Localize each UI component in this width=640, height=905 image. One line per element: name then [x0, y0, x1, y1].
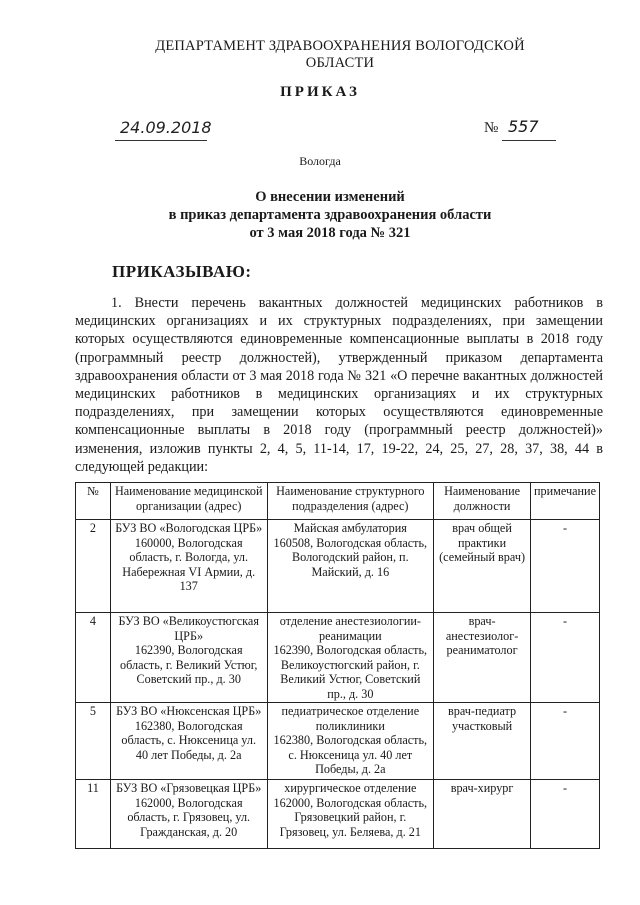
row-org: БУЗ ВО «Грязовецкая ЦРБ» 162000, Вологодская область, г. Грязовец, ул. Гражданская, д. 20 — [110, 780, 267, 849]
header-dept: Наименование структурного подразделения (адрес) — [267, 483, 434, 520]
header-position: Наименование должности — [434, 483, 531, 520]
table-row — [76, 520, 600, 613]
row-num: 11 — [76, 780, 111, 849]
row-position: врач-хирург — [434, 780, 531, 849]
row-num: 2 — [76, 520, 111, 613]
order-subject: О внесении изменений в приказ департамента здравоохранения области от 3 мая 2018 года № 321 — [168, 189, 492, 241]
row-dept: педиатрическое отделение поликлиники 162380, Вологодская область, с. Нюксеница ул. 40 лет Победы, д. 2а — [267, 703, 434, 780]
row-org: БУЗ ВО «Великоустюгская ЦРБ» 162390, Вологодская область, г. Великий Устюг, Советский пр., д. 30 — [110, 613, 267, 703]
table-row — [76, 613, 600, 703]
table-header-row — [76, 483, 600, 520]
row-dept: хирургическое отделение 162000, Вологодская область, Грязовецкий район, г. Грязовец, ул. Беляева, д. 21 — [267, 780, 434, 849]
header-note: примечание — [531, 483, 600, 520]
row-dept: Майская амбулатория 160508, Вологодская область, Вологодский район, п. Майский, д. 16 — [267, 520, 434, 613]
row-org: БУЗ ВО «Вологодская ЦРБ» 160000, Вологодская область, г. Вологда, ул. Набережная VI Армии, д. 137 — [110, 520, 267, 613]
row-position: врач общей практики (семейный врач) — [434, 520, 531, 613]
department-name: ДЕПАРТАМЕНТ ЗДРАВООХРАНЕНИЯ ВОЛОГОДСКОЙ ОБЛАСТИ — [155, 38, 525, 71]
row-position: врач-педиатр участковый — [434, 703, 531, 780]
row-num: 5 — [76, 703, 111, 780]
date-underline — [115, 140, 207, 141]
order-word: ПРИКАЗЫВАЮ: — [112, 262, 252, 281]
city-name: Вологда — [299, 154, 341, 168]
table-row — [76, 703, 600, 780]
row-position: врач-анестезиолог-реаниматолог — [434, 613, 531, 703]
row-note: - — [531, 780, 600, 849]
order-number: 557 — [508, 117, 539, 136]
header-num: № — [76, 483, 111, 520]
row-note: - — [531, 520, 600, 613]
order-paragraph-1: 1. Внести перечень вакантных должностей медицинских работников в медицинских организациях и их структурных подразделениях, при замещении которых осуществляются единовременные компенсационные выплаты в 2018 году (программный реестр должностей), утвержденный приказом департамента здравоохранения области от 3 мая 2018 года № 321 «О перечне вакантных должностей медицинских работников в медицинских организациях и их структурных подразделениях, при замещении которых осуществляются единовременные компенсационные выплаты в 2018 году (программный реестр должностей)» изменения, изложив пункты 2, 4, 5, 11-14, 17, 19-22, 24, 25, 27, 28, 37, 38, 44 в следующей редакции: — [75, 295, 603, 475]
positions-table — [75, 482, 600, 849]
row-note: - — [531, 703, 600, 780]
table-row — [76, 780, 600, 849]
document-type-title: ПРИКАЗ — [280, 84, 360, 100]
row-dept: отделение анестезиологии-реанимации 162390, Вологодская область, Великоустюгский район, г. Великий Устюг, Советский пр., д. 30 — [267, 613, 434, 703]
row-note: - — [531, 613, 600, 703]
row-org: БУЗ ВО «Нюксенская ЦРБ» 162380, Вологодская область, с. Нюксеница ул. 40 лет Победы, д. 2а — [110, 703, 267, 780]
row-num: 4 — [76, 613, 111, 703]
order-number-label: № — [484, 120, 499, 136]
order-date: 24.09.2018 — [120, 118, 212, 137]
header-org: Наименование медицинской организации (адрес) — [110, 483, 267, 520]
number-underline — [502, 140, 556, 141]
